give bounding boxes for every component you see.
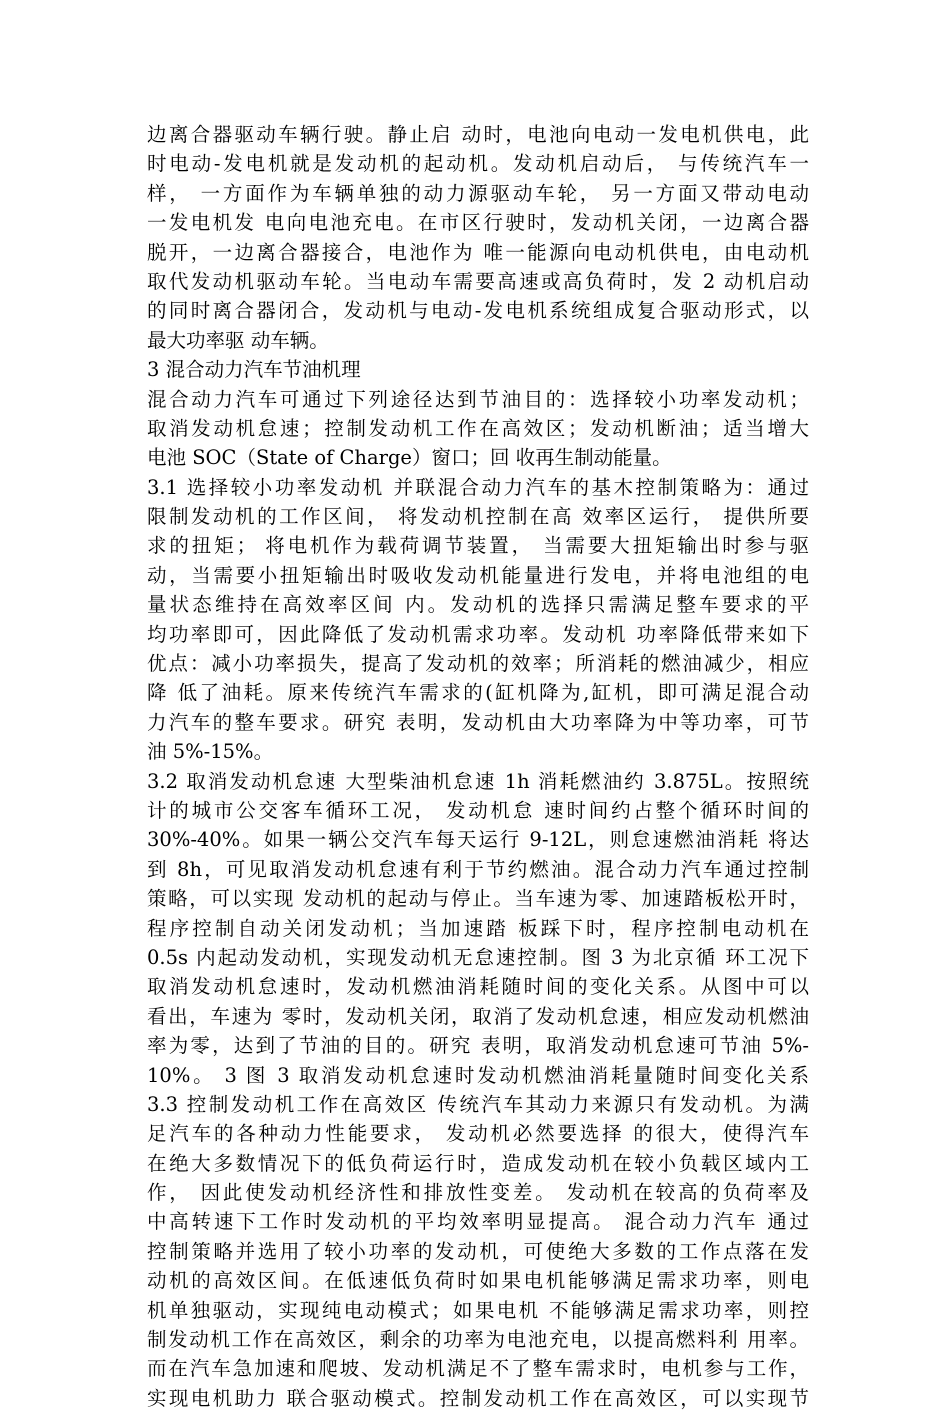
text-line: 策略，可以实现 发动机的起动与停止。当车速为零、加速踏板松开时， xyxy=(147,887,809,911)
text-line: 求的扭矩； 将电机作为载荷调节装置， 当需要大扭矩输出时参与驱 xyxy=(147,534,809,558)
text-line: 中高转速下工作时发动机的平均效率明显提高。 混合动力汽车 通过 xyxy=(147,1210,809,1234)
text-line: 样， 一方面作为车辆单独的动力源驱动车轮， 另一方面又带动电动 xyxy=(147,181,809,205)
text-line: 机单独驱动，实现纯电动模式；如果电机 不能够满足需求功率，则控 xyxy=(147,1298,809,1322)
text-line: 控制策略并选用了较小功率的发动机，可使绝大多数的工作点落在发 xyxy=(147,1239,809,1263)
text-line: 3.1 选择较小功率发动机 并联混合动力汽车的基木控制策略为：通过 xyxy=(147,475,809,499)
text-line: 混合动力汽车可通过下列途径达到节油目的：选择较小功率发动机； xyxy=(147,387,809,411)
document-body xyxy=(147,120,809,1413)
text-line: 量状态维持在高效率区间 内。发动机的选择只需满足整车要求的平 xyxy=(147,593,809,617)
text-line: 最大功率驱 动车辆。 xyxy=(147,328,329,352)
text-line: 优点：减小功率损失，提高了发动机的效率；所消耗的燃油减少，相应 xyxy=(147,652,809,676)
text-line: 取消发动机怠速；控制发动机工作在高效区；发动机断油；适当增大 xyxy=(147,416,809,440)
text-line: 均功率即可，因此降低了发动机需求功率。发动机 功率降低带来如下 xyxy=(147,622,809,646)
text-line: 动机的高效区间。在低速低负荷时如果电机能够满足需求功率，则电 xyxy=(147,1269,809,1293)
text-line: 计的城市公交客车循环工况， 发动机怠 速时间约占整个循环时间的 xyxy=(147,798,809,822)
text-line: 0.5s 内起动发动机，实现发动机无怠速控制。图 3 为北京循 环工况下 xyxy=(147,945,809,969)
text-line: 30%-40%。如果一辆公交汽车每天运行 9-12L，则怠速燃油消耗 将达 xyxy=(147,828,809,852)
text-line: 程序控制自动关闭发动机；当加速踏 板踩下时，程序控制电动机在 xyxy=(147,916,809,940)
text-line: 制发动机工作在高效区，剩余的功率为电池充电，以提高燃料利 用率。 xyxy=(147,1328,809,1352)
text-line: 看出，车速为 零时，发动机关闭，取消了发动机怠速，相应发动机燃油 xyxy=(147,1004,809,1028)
text-line: 脱开，一边离合器接合，电池作为 唯一能源向电动机供电，由电动机 xyxy=(147,240,809,264)
text-line: 一发电机发 电向电池充电。在市区行驶时，发动机关闭，一边离合器 xyxy=(147,211,809,235)
text-line: 取消发动机怠速时，发动机燃油消耗随时间的变化关系。从图中可以 xyxy=(147,975,809,999)
text-line: 油 5%-15%。 xyxy=(147,740,274,764)
text-line: 限制发动机的工作区间， 将发动机控制在高 效率区运行， 提供所要 xyxy=(147,505,809,529)
text-line: 率为零，达到了节油的目的。研究 表明，取消发动机怠速可节油 5%- xyxy=(147,1034,809,1058)
text-line: 到 8h，可见取消发动机怠速有利于节约燃油。混合动力汽车通过控制 xyxy=(147,857,809,881)
text-line: 3 混合动力汽车节油机理 xyxy=(147,358,361,382)
text-line: 的同时离合器闭合，发动机与电动-发电机系统组成复合驱动形式，以 xyxy=(147,299,809,323)
text-line: 动，当需要小扭矩输出时吸收发动机能量进行发电，并将电池组的电 xyxy=(147,563,809,587)
text-line: 3.2 取消发动机怠速 大型柴油机怠速 1h 消耗燃油约 3.875L。按照统 xyxy=(147,769,809,793)
text-line: 在绝大多数情况下的低负荷运行时，造成发动机在较小负载区域内工 xyxy=(147,1151,809,1175)
text-line: 10%。 3 图 3 取消发动机怠速时发动机燃油消耗量随时间变化关系 xyxy=(147,1063,809,1087)
text-line: 足汽车的各种动力性能要求， 发动机必然要选择 的很大，使得汽车 xyxy=(147,1122,809,1146)
text-line: 而在汽车急加速和爬坡、发动机满足不了整车需求时，电机参与工作， xyxy=(147,1357,809,1381)
text-line: 取代发动机驱动车轮。当电动车需要高速或高负荷时，发 2 动机启动 xyxy=(147,269,809,293)
text-line: 电池 SOC（State of Charge）窗口；回 收再生制动能量。 xyxy=(147,446,672,470)
text-line: 作， 因此使发动机经济性和排放性变差。 发动机在较高的负荷率及 xyxy=(147,1181,809,1205)
text-line: 边离合器驱动车辆行驶。静止启 动时，电池向电动一发电机供电，此 xyxy=(147,123,809,146)
text-line: 3.3 控制发动机工作在高效区 传统汽车其动力来源只有发动机。为满 xyxy=(147,1092,809,1116)
text-line: 实现电机助力 联合驱动模式。控制发动机工作在高效区，可以实现节 xyxy=(147,1386,809,1410)
text-line: 力汽车的整车要求。研究 表明，发动机由大功率降为中等功率，可节 xyxy=(147,710,809,734)
text-line: 降 低了油耗。原来传统汽车需求的(缸机降为,缸机，即可满足混合动 xyxy=(147,681,809,705)
text-line: 时电动-发电机就是发动机的起动机。发动机启动后， 与传统汽车一 xyxy=(147,152,809,176)
